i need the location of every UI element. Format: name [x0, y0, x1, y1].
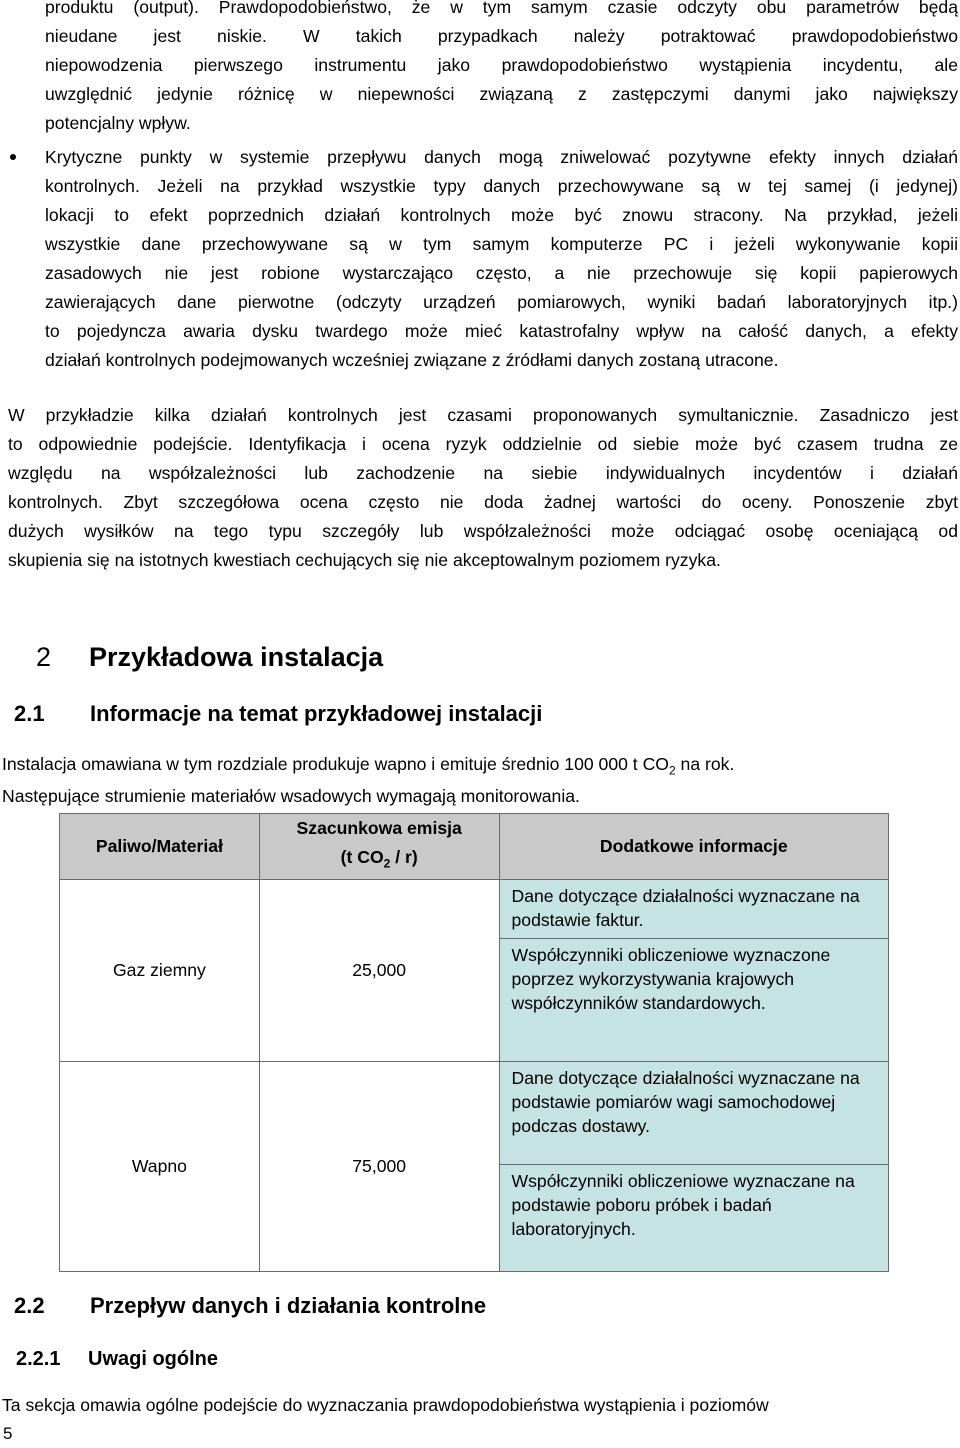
- text-line: zasadowych nie jest robione wystarczająco często, a nie przechowuje się kopii papierowych: [45, 263, 958, 283]
- body-paragraph: [2, 1391, 942, 1420]
- body-paragraph: [8, 401, 958, 575]
- emissions-table: [59, 813, 889, 1272]
- cell-info: Dane dotyczące działalności wyznaczane na podstawie pomiarów wagi samochodowej podczas dostawy.: [499, 1061, 888, 1164]
- intro-paragraph: [2, 752, 942, 809]
- subsection-number: 2.1: [14, 701, 45, 726]
- text-line: potencjalny wpływ.: [45, 113, 191, 133]
- subsubsection-heading: [16, 1348, 218, 1371]
- table-row: [60, 879, 889, 938]
- text-line: skupienia się na istotnych kwestiach cechujących się nie akceptowalnym poziomem ryzyka.: [8, 550, 721, 570]
- top-paragraph: [45, 0, 958, 138]
- section-number: 2: [36, 642, 52, 672]
- subsection-heading: [14, 701, 542, 727]
- cell-emission: 75,000: [259, 1061, 499, 1271]
- text-line: niepowodzenia pierwszego instrumentu jako prawdopodobieństwo wystąpienia incydentu, ale: [45, 55, 958, 75]
- text-line: to odpowiednie podejście. Identyfikacja i ocena ryzyk oddzielnie od siebie może być czasem trudna ze: [8, 434, 958, 454]
- text-line: nieudane jest niskie. W takich przypadkach należy potraktować prawdopodobieństwo: [45, 26, 958, 46]
- text-line: W przykładzie kilka działań kontrolnych jest czasami proponowanych symultanicznie. Zasadniczo jest: [8, 405, 958, 425]
- subsection-number: 2.2: [14, 1293, 45, 1318]
- cell-material: Gaz ziemny: [60, 879, 260, 1061]
- text-line: kontrolnych. Jeżeli na przykład wszystkie typy danych przechowywane są w tej samej (i jedynej): [45, 176, 958, 196]
- text-line: dużych wysiłków na tego typu szczegóły lub współzależności może odciągać osobę oceniającą od: [8, 521, 958, 541]
- text-line: Krytyczne punkty w systemie przepływu danych mogą zniwelować pozytywne efekty innych działań: [45, 147, 958, 167]
- text-line: zawierających dane pierwotne (odczyty urządzeń pomiarowych, wyniki badań laboratoryjnych itp.): [45, 292, 958, 312]
- section-heading: [36, 642, 383, 673]
- cell-material: Wapno: [60, 1061, 260, 1271]
- cell-info: Współczynniki obliczeniowe wyznaczone poprzez wykorzystywania krajowych współczynników standardowych.: [499, 938, 888, 1061]
- text-line: to pojedyncza awaria dysku twardego może mieć katastrofalny wpływ na całość danych, a efekty: [45, 321, 958, 341]
- intro-line-2: Następujące strumienie materiałów wsadowych wymagają monitorowania.: [2, 785, 580, 806]
- text-line: produktu (output). Prawdopodobieństwo, że w tym samym czasie odczyty obu parametrów będą: [45, 0, 958, 17]
- bullet-paragraph: [45, 143, 958, 375]
- header-material: Paliwo/Materiał: [60, 814, 260, 880]
- text-line: kontrolnych. Zbyt szczegółowa ocena często nie doda żadnej wartości do oceny. Ponoszenie zbyt: [8, 492, 958, 512]
- subsection-title: Informacje na temat przykładowej instalacji: [90, 701, 543, 726]
- cell-emission: 25,000: [259, 879, 499, 1061]
- page-number: 5: [3, 1424, 13, 1443]
- subsubsection-title: Uwagi ogólne: [88, 1348, 218, 1370]
- cell-info: Dane dotyczące działalności wyznaczane na podstawie faktur.: [499, 879, 888, 938]
- header-emission: Szacunkowa emisja (t $CO_2 / r$): [259, 814, 499, 880]
- text-line: względu na współzależności lub zachodzenie na siebie indywidualnych incydentów i działań: [8, 463, 958, 483]
- bullet-icon: [10, 154, 16, 160]
- text-line: Ta sekcja omawia ogólne podejście do wyznaczania prawdopodobieństwa wystąpienia i poziomów: [2, 1395, 769, 1415]
- text-line: wszystkie dane przechowywane są w tym samym komputerze PC i jeżeli wykonywanie kopii: [45, 234, 958, 254]
- text-line: lokacji to efekt poprzednich działań kontrolnych może być znowu stracony. Na przykład, jeżeli: [45, 205, 958, 225]
- subsection-heading: [14, 1293, 486, 1319]
- table-row: [60, 1061, 889, 1164]
- subsection-title: Przepływ danych i działania kontrolne: [90, 1293, 487, 1318]
- text-line: uwzględnić jedynie różnicę w niepewności związaną z zastępczymi danymi jako największy: [45, 84, 958, 104]
- intro-line-1: Instalacja omawiana w tym rozdziale produkuje wapno i emituje średnio 100 000 t $CO_2$ na rok.: [2, 754, 735, 778]
- subsubsection-number: 2.2.1: [16, 1348, 61, 1370]
- text-line: działań kontrolnych podejmowanych wcześniej związane z źródłami danych zostaną utracone.: [45, 350, 779, 370]
- cell-info: Współczynniki obliczeniowe wyznaczane na podstawie poboru próbek i badań laboratoryjnych.: [499, 1164, 888, 1271]
- section-title: Przykładowa instalacja: [89, 642, 384, 672]
- header-info: Dodatkowe informacje: [499, 814, 888, 880]
- table-header-row: [60, 814, 889, 880]
